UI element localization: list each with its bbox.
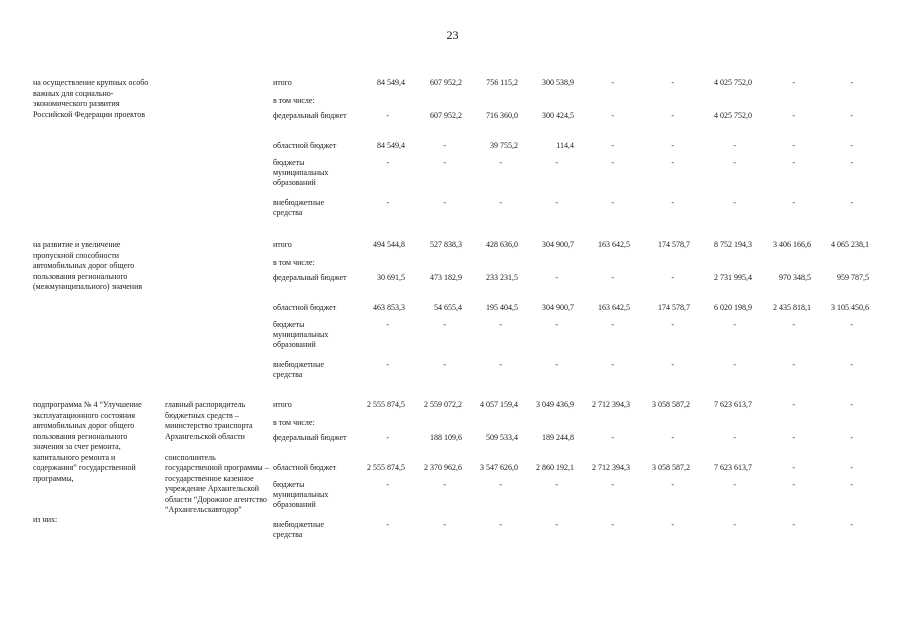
funding-source: в том числе: xyxy=(273,96,315,105)
amount-cell: - xyxy=(611,111,614,120)
amount-cell: - xyxy=(671,480,674,489)
amount-cell: - xyxy=(671,360,674,369)
section-note: из них: xyxy=(33,515,58,524)
amount-cell: - xyxy=(792,141,795,150)
program-description: на осуществление крупных особо важных для социально-экономического развития Российской Федерации проектов xyxy=(33,78,149,119)
amount-cell: - xyxy=(499,520,502,529)
amount-cell: 174 578,7 xyxy=(658,240,690,249)
amount-cell: - xyxy=(850,520,853,529)
funding-source: федеральный бюджет xyxy=(273,111,347,120)
amount-cell: 463 853,3 xyxy=(373,303,405,312)
amount-cell: 2 555 874,5 xyxy=(367,463,405,472)
amount-cell: - xyxy=(671,433,674,442)
amount-cell: - xyxy=(792,320,795,329)
amount-cell: - xyxy=(733,141,736,150)
funding-source: бюджеты муниципальных образований xyxy=(273,480,329,509)
amount-cell: - xyxy=(850,320,853,329)
amount-cell: - xyxy=(792,198,795,207)
amount-cell: - xyxy=(386,111,389,120)
amount-cell: 4 025 752,0 xyxy=(714,111,752,120)
amount-cell: - xyxy=(733,360,736,369)
amount-cell: - xyxy=(671,273,674,282)
amount-cell: - xyxy=(850,111,853,120)
amount-cell: - xyxy=(386,158,389,167)
amount-cell: - xyxy=(733,158,736,167)
program-description: на развитие и увеличение пропускной способности автомобильных дорог общего пользования регионального (межмуниципального) значения xyxy=(33,240,143,291)
amount-cell: 473 182,9 xyxy=(430,273,462,282)
amount-cell: 3 406 166,6 xyxy=(773,240,811,249)
amount-cell: - xyxy=(499,360,502,369)
amount-cell: - xyxy=(850,198,853,207)
amount-cell: - xyxy=(386,360,389,369)
amount-cell: 7 623 613,7 xyxy=(714,400,752,409)
amount-cell: - xyxy=(555,520,558,529)
amount-cell: - xyxy=(792,400,795,409)
amount-cell: 188 109,6 xyxy=(430,433,462,442)
amount-cell: - xyxy=(555,480,558,489)
funding-source: федеральный бюджет xyxy=(273,273,347,282)
amount-cell: - xyxy=(443,320,446,329)
amount-cell: 2 860 192,1 xyxy=(536,463,574,472)
amount-cell: - xyxy=(733,433,736,442)
amount-cell: 607 952,2 xyxy=(430,111,462,120)
amount-cell: 3 049 436,9 xyxy=(536,400,574,409)
amount-cell: - xyxy=(611,480,614,489)
program-executor: главный распорядитель бюджетных средств – министерство транспорта Архангельской области соисполнитель государственной программы – государственное казенное учреждение Архангельской области “Дорожное агентство “Архангельскавтодор” xyxy=(165,400,269,514)
amount-cell: 527 838,3 xyxy=(430,240,462,249)
amount-cell: - xyxy=(850,463,853,472)
amount-cell: - xyxy=(792,433,795,442)
amount-cell: - xyxy=(611,158,614,167)
amount-cell: 716 360,0 xyxy=(486,111,518,120)
amount-cell: 300 538,9 xyxy=(542,78,574,87)
amount-cell: 195 404,5 xyxy=(486,303,518,312)
amount-cell: 428 636,0 xyxy=(486,240,518,249)
amount-cell: 509 533,4 xyxy=(486,433,518,442)
amount-cell: 54 655,4 xyxy=(434,303,462,312)
amount-cell: - xyxy=(671,520,674,529)
amount-cell: - xyxy=(792,78,795,87)
amount-cell: 39 755,2 xyxy=(490,141,518,150)
funding-source: в том числе: xyxy=(273,258,315,267)
amount-cell: 494 544,8 xyxy=(373,240,405,249)
amount-cell: 30 691,5 xyxy=(377,273,405,282)
funding-source: внебюджетные средства xyxy=(273,520,324,539)
funding-source: итого xyxy=(273,240,292,249)
amount-cell: - xyxy=(792,360,795,369)
funding-source: бюджеты муниципальных образований xyxy=(273,158,329,187)
amount-cell: 3 058 587,2 xyxy=(652,400,690,409)
amount-cell: 174 578,7 xyxy=(658,303,690,312)
amount-cell: 189 244,8 xyxy=(542,433,574,442)
amount-cell: - xyxy=(386,198,389,207)
amount-cell: 84 549,4 xyxy=(377,141,405,150)
amount-cell: 304 900,7 xyxy=(542,303,574,312)
amount-cell: - xyxy=(386,520,389,529)
amount-cell: - xyxy=(850,158,853,167)
funding-source: федеральный бюджет xyxy=(273,433,347,442)
amount-cell: - xyxy=(443,141,446,150)
amount-cell: - xyxy=(443,198,446,207)
amount-cell: 2 370 962,6 xyxy=(424,463,462,472)
amount-cell: 7 623 613,7 xyxy=(714,463,752,472)
amount-cell: - xyxy=(850,433,853,442)
amount-cell: 163 642,5 xyxy=(598,240,630,249)
amount-cell: - xyxy=(733,320,736,329)
funding-source: областной бюджет xyxy=(273,141,337,150)
amount-cell: - xyxy=(611,198,614,207)
amount-cell: - xyxy=(850,480,853,489)
amount-cell: - xyxy=(555,198,558,207)
funding-source: внебюджетные средства xyxy=(273,360,324,379)
amount-cell: - xyxy=(792,520,795,529)
amount-cell: 2 435 818,1 xyxy=(773,303,811,312)
amount-cell: 2 712 394,3 xyxy=(592,463,630,472)
amount-cell: 6 020 198,9 xyxy=(714,303,752,312)
amount-cell: 4 057 159,4 xyxy=(480,400,518,409)
amount-cell: - xyxy=(792,480,795,489)
amount-cell: - xyxy=(555,273,558,282)
amount-cell: - xyxy=(733,520,736,529)
amount-cell: - xyxy=(733,480,736,489)
amount-cell: 3 547 626,0 xyxy=(480,463,518,472)
amount-cell: - xyxy=(611,433,614,442)
amount-cell: - xyxy=(386,480,389,489)
amount-cell: - xyxy=(443,360,446,369)
funding-source: итого xyxy=(273,400,292,409)
amount-cell: - xyxy=(671,111,674,120)
amount-cell: - xyxy=(611,320,614,329)
amount-cell: 233 231,5 xyxy=(486,273,518,282)
funding-source: в том числе: xyxy=(273,418,315,427)
amount-cell: - xyxy=(611,520,614,529)
funding-source: областной бюджет xyxy=(273,463,337,472)
amount-cell: - xyxy=(611,78,614,87)
amount-cell: - xyxy=(443,480,446,489)
amount-cell: - xyxy=(671,320,674,329)
program-description: подпрограмма № 4 “Улучшение эксплуатационного состояния автомобильных дорог общего пользования регионального значения за счет ремонта, капитального ремонта и содержания” государственной программы, xyxy=(33,400,142,483)
amount-cell: 8 752 194,3 xyxy=(714,240,752,249)
amount-cell: - xyxy=(671,158,674,167)
amount-cell: - xyxy=(499,198,502,207)
amount-cell: - xyxy=(611,360,614,369)
amount-cell: - xyxy=(555,158,558,167)
amount-cell: - xyxy=(850,360,853,369)
amount-cell: - xyxy=(499,158,502,167)
amount-cell: 607 952,2 xyxy=(430,78,462,87)
amount-cell: 300 424,5 xyxy=(542,111,574,120)
amount-cell: - xyxy=(850,400,853,409)
amount-cell: - xyxy=(671,141,674,150)
amount-cell: - xyxy=(499,320,502,329)
amount-cell: 4 065 238,1 xyxy=(831,240,869,249)
amount-cell: - xyxy=(792,111,795,120)
amount-cell: 3 058 587,2 xyxy=(652,463,690,472)
amount-cell: - xyxy=(555,320,558,329)
amount-cell: - xyxy=(386,320,389,329)
amount-cell: - xyxy=(611,141,614,150)
amount-cell: - xyxy=(850,141,853,150)
amount-cell: - xyxy=(792,463,795,472)
funding-source: внебюджетные средства xyxy=(273,198,324,217)
amount-cell: - xyxy=(733,198,736,207)
amount-cell: - xyxy=(671,78,674,87)
amount-cell: - xyxy=(499,480,502,489)
amount-cell: 2 559 072,2 xyxy=(424,400,462,409)
amount-cell: 114,4 xyxy=(556,141,574,150)
funding-source: итого xyxy=(273,78,292,87)
amount-cell: - xyxy=(386,433,389,442)
funding-source: бюджеты муниципальных образований xyxy=(273,320,329,349)
amount-cell: - xyxy=(671,198,674,207)
amount-cell: - xyxy=(555,360,558,369)
amount-cell: 2 712 394,3 xyxy=(592,400,630,409)
amount-cell: 163 642,5 xyxy=(598,303,630,312)
amount-cell: 756 115,2 xyxy=(486,78,518,87)
amount-cell: - xyxy=(443,520,446,529)
amount-cell: 2 731 995,4 xyxy=(714,273,752,282)
amount-cell: 4 025 752,0 xyxy=(714,78,752,87)
amount-cell: 970 348,5 xyxy=(779,273,811,282)
funding-source: областной бюджет xyxy=(273,303,337,312)
amount-cell: 2 555 874,5 xyxy=(367,400,405,409)
amount-cell: 304 900,7 xyxy=(542,240,574,249)
amount-cell: 3 105 450,6 xyxy=(831,303,869,312)
amount-cell: 84 549,4 xyxy=(377,78,405,87)
amount-cell: 959 787,5 xyxy=(837,273,869,282)
amount-cell: - xyxy=(611,273,614,282)
amount-cell: - xyxy=(792,158,795,167)
amount-cell: - xyxy=(850,78,853,87)
amount-cell: - xyxy=(443,158,446,167)
page-number: 23 xyxy=(446,28,459,42)
